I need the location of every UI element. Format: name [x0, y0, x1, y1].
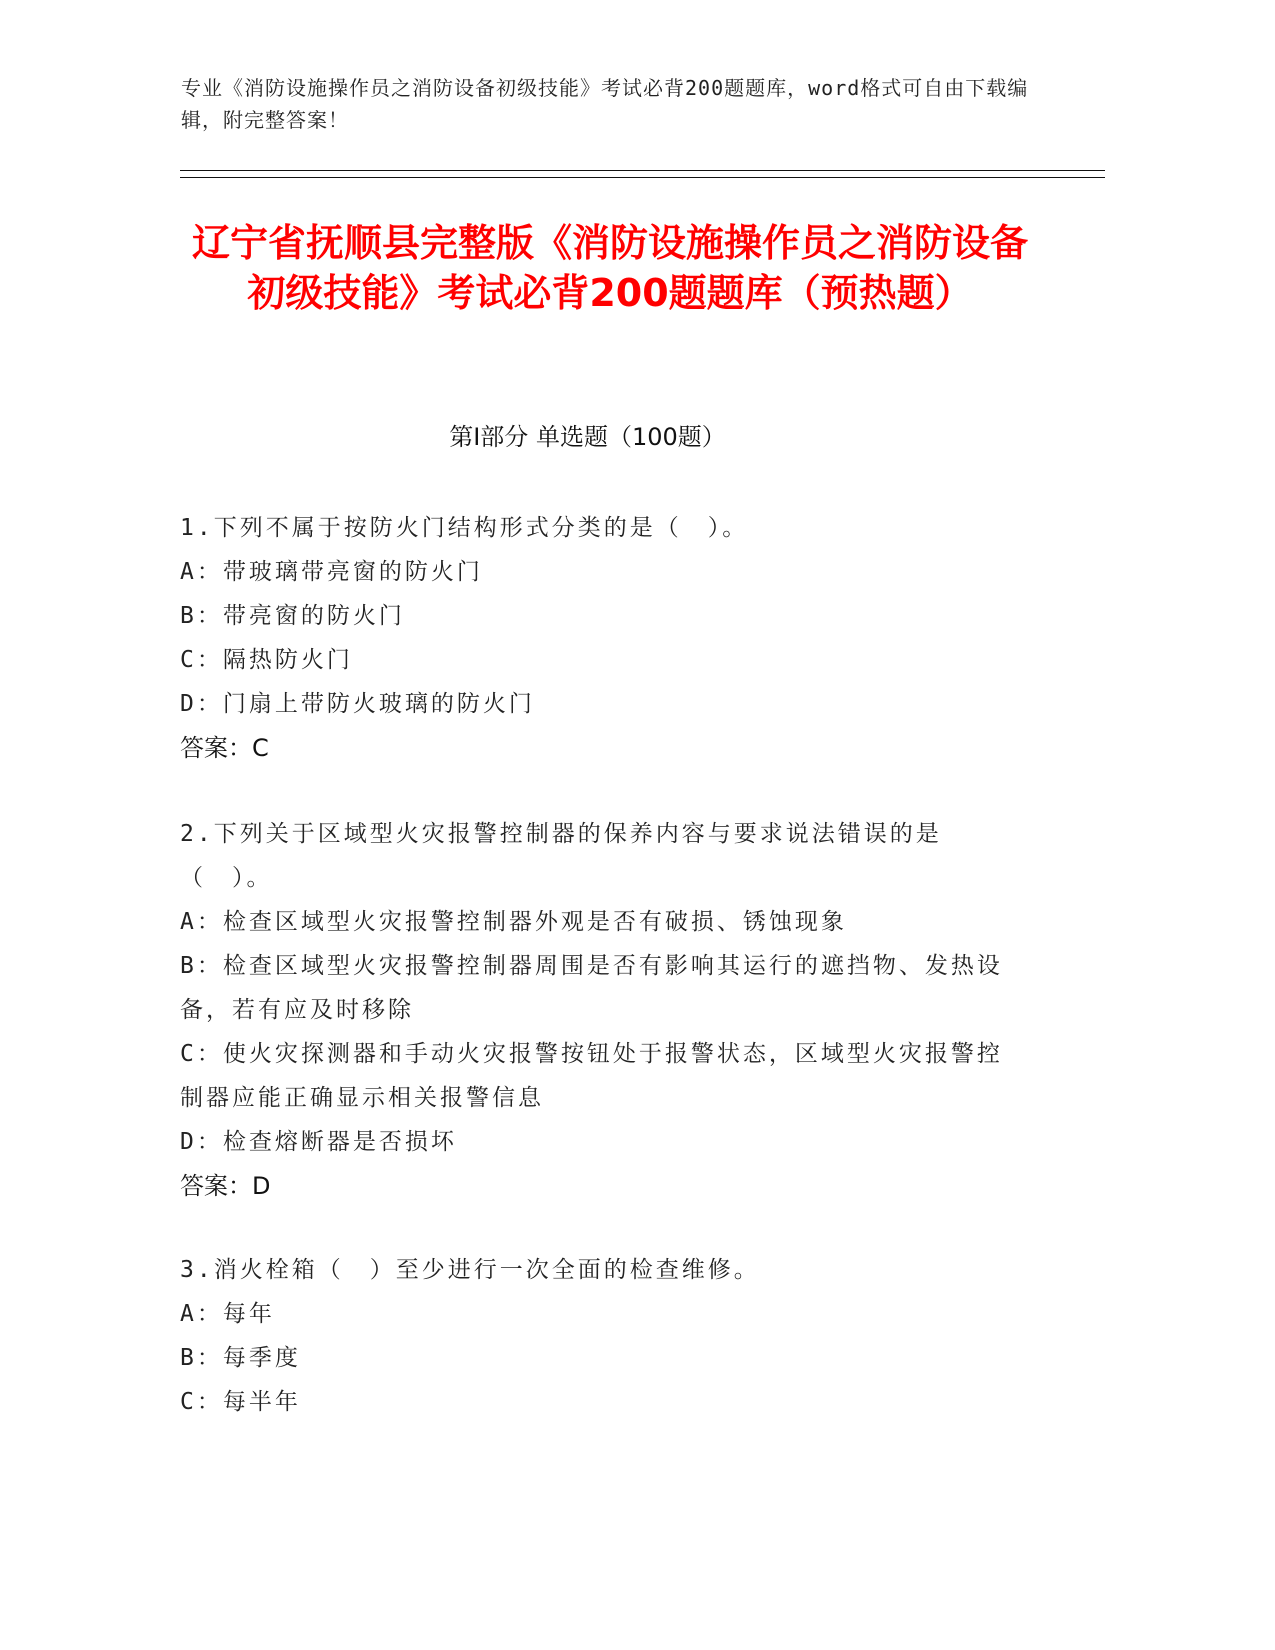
option-c: C：隔热防火门: [180, 647, 353, 673]
option-a: A：检查区域型火灾报警控制器外观是否有破损、锈蚀现象: [180, 909, 847, 935]
question-stem: 3.消火栓箱（ ）至少进行一次全面的检查维修。: [180, 1257, 760, 1283]
answer-label: 答案：C: [180, 734, 269, 762]
question-item: [180, 812, 1025, 1208]
option-b: B：每季度: [180, 1345, 301, 1371]
header-divider-top: [180, 170, 1105, 171]
question-stem: 2.下列关于区域型火灾报警控制器的保养内容与要求说法错误的是（ ）。: [180, 821, 942, 891]
question-item: [180, 1248, 1025, 1424]
question-item: [180, 506, 1025, 770]
header-divider-bottom: [180, 177, 1105, 178]
option-b: B：检查区域型火灾报警控制器周围是否有影响其运行的遮挡物、发热设备，若有应及时移除: [180, 953, 1003, 1023]
document-intro: 专业《消防设施操作员之消防设备初级技能》考试必背200题题库，word格式可自由下载编辑，附完整答案！: [181, 76, 1029, 132]
option-d: D：门扇上带防火玻璃的防火门: [180, 691, 535, 717]
question-stem: 1.下列不属于按防火门结构形式分类的是（ ）。: [180, 515, 749, 541]
document-title: 辽宁省抚顺县完整版《消防设施操作员之消防设备初级技能》考试必背200题题库（预热题）: [191, 221, 1028, 315]
option-a: A：每年: [180, 1301, 275, 1327]
option-b: B：带亮窗的防火门: [180, 603, 405, 629]
answer-label: 答案：D: [180, 1172, 271, 1200]
option-a: A：带玻璃带亮窗的防火门: [180, 559, 483, 585]
section-heading: 第Ⅰ部分 单选题（100题）: [449, 423, 726, 451]
option-c: C：使火灾探测器和手动火灾报警按钮处于报警状态，区域型火灾报警控制器应能正确显示相关报警信息: [180, 1041, 1003, 1111]
option-d: D：检查熔断器是否损坏: [180, 1129, 457, 1155]
option-c: C：每半年: [180, 1389, 301, 1415]
